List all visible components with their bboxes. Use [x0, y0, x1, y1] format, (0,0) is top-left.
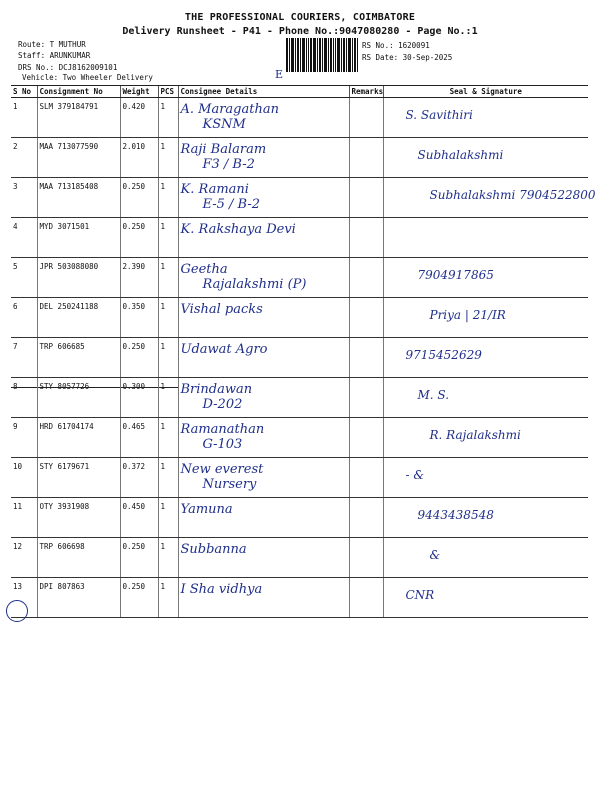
- strike-line: [11, 387, 37, 388]
- handwritten-mark: E: [275, 68, 284, 81]
- row-remarks: [349, 138, 383, 178]
- table-row: [11, 458, 588, 498]
- row-consignee-details: [178, 338, 349, 378]
- row-consignment-no: MAA 713185408: [37, 178, 120, 218]
- row-consignment-no: DEL 250241188: [37, 298, 120, 338]
- row-weight: 0.250: [120, 578, 158, 618]
- consignee-name: Yamuna: [180, 502, 233, 517]
- consignee-name: I Sha vidhya: [180, 582, 263, 597]
- signature: 9443438548: [417, 508, 494, 522]
- consignee-name: Subbanna: [180, 542, 247, 557]
- row-sno: 10: [11, 458, 37, 498]
- table-header-row: [11, 86, 588, 98]
- row-seal-signature: [383, 498, 588, 538]
- signature: S. Savithiri: [405, 108, 473, 122]
- col-header-pcs: PCS: [158, 86, 178, 98]
- company-name: THE PROFESSIONAL COURIERS, COIMBATORE: [184, 12, 416, 23]
- row-sno: 11: [11, 498, 37, 538]
- row-seal-signature: [383, 578, 588, 618]
- row-pcs: 1: [158, 378, 178, 418]
- row-weight: 0.450: [120, 498, 158, 538]
- consignee-name: A. Maragathan: [180, 102, 279, 117]
- table-row: [11, 138, 588, 178]
- row-remarks: [349, 378, 383, 418]
- row-pcs: 1: [158, 218, 178, 258]
- row-seal-signature: [383, 298, 588, 338]
- signature: 9715452629: [405, 348, 482, 362]
- row-remarks: [349, 218, 383, 258]
- row-consignee-details: [178, 418, 349, 458]
- row-weight: 0.250: [120, 218, 158, 258]
- consignee-address: D-202: [202, 397, 243, 412]
- col-header-weight: Weight: [120, 86, 158, 98]
- row-seal-signature: [383, 98, 588, 138]
- row-seal-signature: [383, 258, 588, 298]
- row-sno: 6: [11, 298, 37, 338]
- row-sno: 8: [11, 378, 37, 418]
- row-consignment-no: SLM 379184791: [37, 98, 120, 138]
- row-seal-signature: [383, 418, 588, 458]
- signature: Subhalakshmi: [417, 148, 504, 162]
- row-consignment-no: TRP 606685: [37, 338, 120, 378]
- row-consignment-no: TRP 606698: [37, 538, 120, 578]
- row-sno: 1: [11, 98, 37, 138]
- row-pcs: 1: [158, 258, 178, 298]
- signature: &: [429, 548, 441, 562]
- row-seal-signature: [383, 458, 588, 498]
- table-row: [11, 338, 588, 378]
- strike-line: [121, 387, 158, 388]
- row-pcs: 1: [158, 578, 178, 618]
- consignee-name: Geetha: [180, 262, 228, 277]
- row-weight: 2.390: [120, 258, 158, 298]
- row-consignment-no: MAA 713077590: [37, 138, 120, 178]
- row-weight: 0.420: [120, 98, 158, 138]
- consignee-address: Rajalakshmi (P): [202, 277, 307, 292]
- row-remarks: [349, 258, 383, 298]
- consignee-name: K. Rakshaya Devi: [180, 222, 296, 237]
- row-sno: 2: [11, 138, 37, 178]
- row-weight: 0.300: [120, 378, 158, 418]
- staff-text: Staff: ARUNKUMAR: [18, 51, 91, 60]
- consignee-address: KSNM: [202, 117, 246, 132]
- strike-line: [38, 387, 120, 388]
- row-pcs: 1: [158, 338, 178, 378]
- row-consignee-details: [178, 98, 349, 138]
- col-header-remarks: Remarks: [349, 86, 383, 98]
- strike-line: [159, 387, 178, 388]
- row-consignee-details: [178, 218, 349, 258]
- row-weight: 2.010: [120, 138, 158, 178]
- consignee-name: Raji Balaram: [180, 142, 267, 157]
- row-remarks: [349, 338, 383, 378]
- table-row: [11, 98, 588, 138]
- row-remarks: [349, 578, 383, 618]
- row-weight: 0.465: [120, 418, 158, 458]
- row-consignment-no: JPR 503088080: [37, 258, 120, 298]
- signature: Subhalakshmi 7904522800: [429, 188, 596, 202]
- consignee-name: Ramanathan: [180, 422, 265, 437]
- table-row: [11, 378, 588, 418]
- row-consignee-details: [178, 138, 349, 178]
- row-sno: 3: [11, 178, 37, 218]
- row-sno: 5: [11, 258, 37, 298]
- table-row: [11, 218, 588, 258]
- table-row: [11, 578, 588, 618]
- table-row: [11, 498, 588, 538]
- row-remarks: [349, 418, 383, 458]
- col-header-seal: Seal & Signature: [383, 86, 588, 98]
- signature: R. Rajalakshmi: [429, 428, 521, 442]
- runsheet-title: Delivery Runsheet - P41 - Phone No.:9047080280 - Page No.:1: [122, 26, 478, 37]
- row-13-circle-mark: [6, 600, 28, 622]
- vehicle-text: Vehicle: Two Wheeler Delivery: [22, 73, 153, 82]
- row-consignee-details: [178, 298, 349, 338]
- row-pcs: 1: [158, 178, 178, 218]
- barcode-image: [286, 38, 358, 72]
- row-sno: 9: [11, 418, 37, 458]
- consignee-name: Brindawan: [180, 382, 253, 397]
- row-consignment-no: HRD 61704174: [37, 418, 120, 458]
- row-sno: 4: [11, 218, 37, 258]
- row-consignee-details: [178, 498, 349, 538]
- rs-number: RS No.: 1620091: [362, 41, 430, 50]
- col-header-consignment: Consignment No: [37, 86, 120, 98]
- row-remarks: [349, 178, 383, 218]
- row-consignment-no: STY 8057726: [37, 378, 120, 418]
- row-seal-signature: [383, 218, 588, 258]
- row-consignee-details: [178, 378, 349, 418]
- row-consignee-details: [178, 258, 349, 298]
- table-row: [11, 258, 588, 298]
- row-pcs: 1: [158, 298, 178, 338]
- row-weight: 0.250: [120, 178, 158, 218]
- table-row: [11, 178, 588, 218]
- row-weight: 0.350: [120, 298, 158, 338]
- row-weight: 0.250: [120, 538, 158, 578]
- row-consignment-no: MYD 3071501: [37, 218, 120, 258]
- row-remarks: [349, 498, 383, 538]
- row-pcs: 1: [158, 418, 178, 458]
- col-header-consignee: Consignee Details: [178, 86, 349, 98]
- row-seal-signature: [383, 178, 596, 218]
- table-row: [11, 298, 588, 338]
- consignee-address: Nursery: [202, 477, 257, 492]
- row-remarks: [349, 458, 383, 498]
- row-consignment-no: STY 6179671: [37, 458, 120, 498]
- row-consignee-details: [178, 578, 349, 618]
- row-pcs: 1: [158, 138, 178, 178]
- row-consignee-details: [178, 178, 349, 218]
- row-seal-signature: [383, 538, 588, 578]
- row-pcs: 1: [158, 538, 178, 578]
- row-sno: 12: [11, 538, 37, 578]
- signature: - &: [405, 468, 425, 482]
- runsheet-table: [11, 85, 596, 618]
- row-consignment-no: OTY 3931908: [37, 498, 120, 538]
- consignee-name: K. Ramani: [180, 182, 249, 197]
- row-weight: 0.250: [120, 338, 158, 378]
- row-pcs: 1: [158, 458, 178, 498]
- route-text: Route: T MUTHUR: [18, 40, 86, 49]
- row-sno: 13: [11, 578, 37, 618]
- col-header-sno: S No: [11, 86, 37, 98]
- signature: CNR: [405, 588, 435, 602]
- rs-date: RS Date: 30-Sep-2025: [362, 53, 453, 62]
- consignee-address: E-5 / B-2: [202, 197, 260, 212]
- table-body: [11, 98, 596, 618]
- consignee-name: Vishal packs: [180, 302, 263, 317]
- row-consignee-details: [178, 458, 349, 498]
- consignee-name: New everest: [180, 462, 264, 477]
- row-remarks: [349, 538, 383, 578]
- row-remarks: [349, 98, 383, 138]
- row-pcs: 1: [158, 98, 178, 138]
- row-remarks: [349, 298, 383, 338]
- consignee-address: G-103: [202, 437, 243, 452]
- signature: M. S.: [417, 388, 450, 402]
- table-row: [11, 418, 588, 458]
- row-seal-signature: [383, 378, 588, 418]
- row-weight: 0.372: [120, 458, 158, 498]
- row-seal-signature: [383, 338, 588, 378]
- row-sno: 7: [11, 338, 37, 378]
- consignee-name: Udawat Agro: [180, 342, 268, 357]
- row-pcs: 1: [158, 498, 178, 538]
- signature: 7904917865: [417, 268, 494, 282]
- row-seal-signature: [383, 138, 588, 178]
- drs-number: DRS No.: DCJ8162009101: [18, 63, 118, 72]
- table-row: [11, 538, 588, 578]
- signature: Priya | 21/IR: [429, 308, 506, 322]
- consignee-address: F3 / B-2: [202, 157, 255, 172]
- row-consignment-no: DPI 807863: [37, 578, 120, 618]
- row-consignee-details: [178, 538, 349, 578]
